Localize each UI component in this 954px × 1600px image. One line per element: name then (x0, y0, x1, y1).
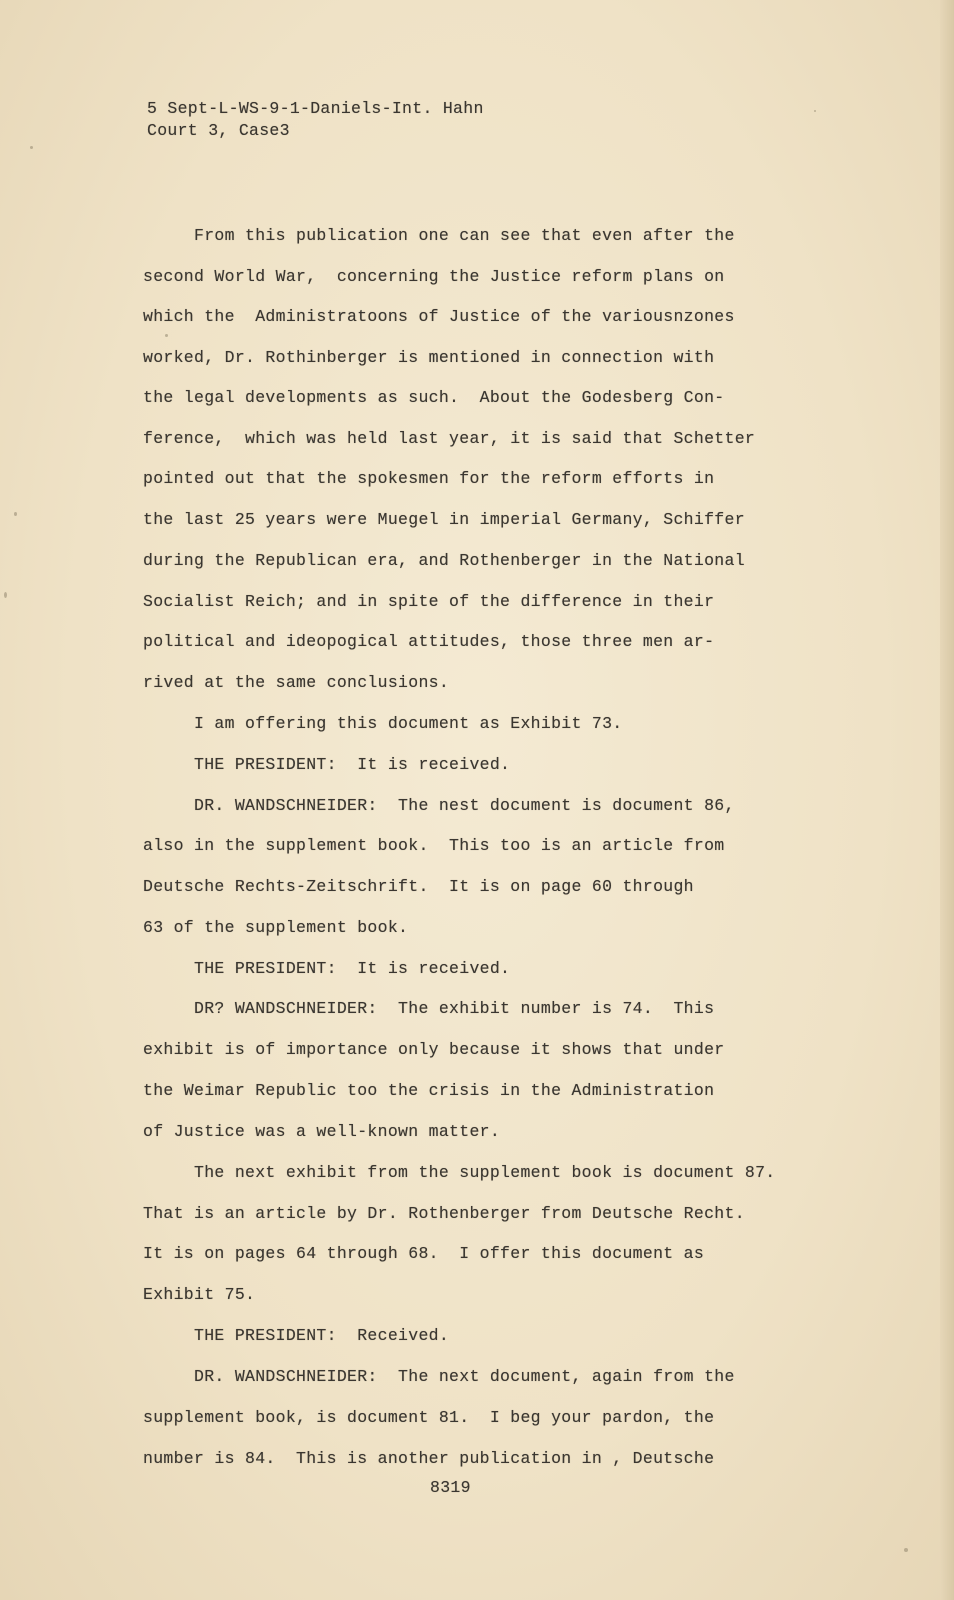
body-line: which the Administratoons of Justice of the variousnzones (143, 307, 735, 326)
body-line: the Weimar Republic too the crisis in the Administration (143, 1081, 715, 1100)
body-line: From this publication one can see that even after the (143, 226, 735, 245)
paper-speck (814, 110, 816, 112)
page-number: 8319 (430, 1478, 471, 1497)
body-line: Deutsche Rechts-Zeitschrift. It is on page 60 through (143, 877, 694, 896)
paper-speck (165, 334, 168, 337)
body-line: THE PRESIDENT: It is received. (143, 959, 511, 978)
page-edge (940, 0, 954, 1600)
body-line: The next exhibit from the supplement book is document 87. (143, 1163, 776, 1182)
paper-speck (904, 1548, 908, 1552)
body-line: rived at the same conclusions. (143, 673, 450, 692)
paper-speck (4, 592, 7, 598)
body-line: THE PRESIDENT: Received. (143, 1326, 450, 1345)
body-line: during the Republican era, and Rothenberger in the National (143, 551, 745, 570)
body-line: Exhibit 75. (143, 1285, 256, 1304)
body-line: It is on pages 64 through 68. I offer this document as (143, 1244, 705, 1263)
body-line: Socialist Reich; and in spite of the difference in their (143, 592, 715, 611)
body-line: That is an article by Dr. Rothenberger from Deutsche Recht. (143, 1204, 745, 1223)
paper-speck (30, 146, 33, 149)
body-line: worked, Dr. Rothinberger is mentioned in connection with (143, 348, 715, 367)
paper-speck (14, 512, 17, 516)
body-line: political and ideopogical attitudes, those three men ar- (143, 632, 715, 651)
header-court: Court 3, Case3 (147, 121, 290, 140)
body-line: ference, which was held last year, it is said that Schetter (143, 429, 756, 448)
body-line: the legal developments as such. About the Godesberg Con- (143, 388, 725, 407)
body-line: DR. WANDSCHNEIDER: The nest document is document 86, (143, 796, 735, 815)
body-line: DR. WANDSCHNEIDER: The next document, again from the (143, 1367, 735, 1386)
body-line: of Justice was a well-known matter. (143, 1122, 501, 1141)
body-line: the last 25 years were Muegel in imperial Germany, Schiffer (143, 510, 745, 529)
body-line: 63 of the supplement book. (143, 918, 409, 937)
body-line: second World War, concerning the Justice reform plans on (143, 267, 725, 286)
body-line: number is 84. This is another publication in , Deutsche (143, 1449, 715, 1468)
body-line: supplement book, is document 81. I beg your pardon, the (143, 1408, 715, 1427)
body-line: DR? WANDSCHNEIDER: The exhibit number is 74. This (143, 999, 715, 1018)
header-reference: 5 Sept-L-WS-9-1-Daniels-Int. Hahn (147, 99, 484, 118)
body-line: exhibit is of importance only because it shows that under (143, 1040, 725, 1059)
body-line: THE PRESIDENT: It is received. (143, 755, 511, 774)
body-line: pointed out that the spokesmen for the reform efforts in (143, 469, 715, 488)
body-line: also in the supplement book. This too is an article from (143, 836, 725, 855)
body-line: I am offering this document as Exhibit 73. (143, 714, 623, 733)
